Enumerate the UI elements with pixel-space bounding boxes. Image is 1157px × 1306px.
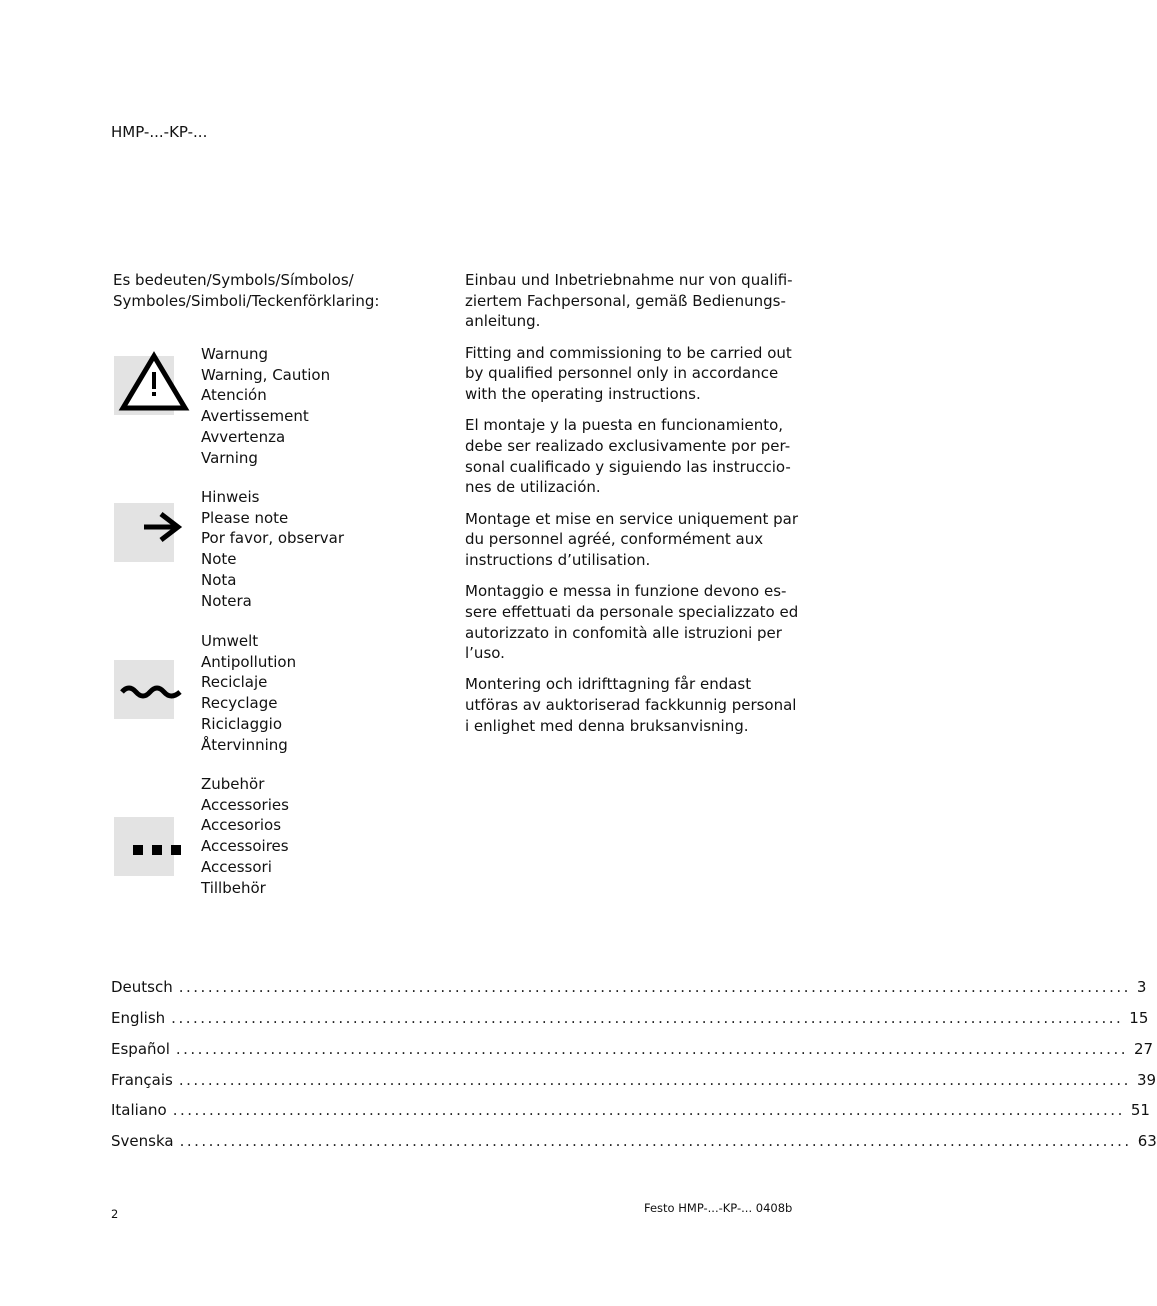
toc-language: Svenska <box>111 1132 174 1150</box>
environment-labels <box>201 631 296 755</box>
label-item: Notera <box>201 591 252 610</box>
label-item: Umwelt <box>201 632 259 650</box>
warning-icon <box>114 356 174 415</box>
toc-leader: ................................................................................................................................... <box>179 1132 1132 1150</box>
toc-entry-francais[interactable] <box>111 1071 1157 1089</box>
toc-language: Deutsch <box>111 978 173 996</box>
environment-wave-icon <box>114 660 174 719</box>
document-code: HMP-...-KP-... <box>111 123 208 141</box>
label-item: Warnung <box>201 345 269 363</box>
toc-page: 3 <box>1136 978 1147 996</box>
label-item: Tillbehör <box>201 878 266 897</box>
toc-page: 63 <box>1137 1132 1157 1150</box>
toc-leader: ................................................................................................................................... <box>178 978 1131 996</box>
label-item: Note <box>201 550 237 569</box>
footer-doc-id: Festo HMP-...-KP-... 0408b <box>644 1201 793 1215</box>
instruction-it: Montaggio e messa in funzione devono es-sere effettuati da personale specializzato ed autorizzato in confomità alle istruzioni per l’uso. <box>465 582 799 663</box>
label-item: Accessori <box>201 857 272 876</box>
toc-language: Italiano <box>111 1101 167 1119</box>
label-item: Nota <box>201 570 237 589</box>
toc-leader: ................................................................................................................................... <box>178 1071 1131 1089</box>
label-item: Warning, Caution <box>201 365 331 384</box>
label-item: Varning <box>201 448 258 467</box>
arrow-right-icon <box>114 503 174 562</box>
label-item: Por favor, observar <box>201 529 344 548</box>
instruction-es: El montaje y la puesta en funcionamiento, debe ser realizado exclusivamente por per-sonal cualificado y siguiendo las instruccio-nes de utilización. <box>465 416 791 497</box>
toc-entry-italiano[interactable] <box>111 1101 1150 1119</box>
toc-leader: ................................................................................................................................... <box>172 1101 1125 1119</box>
toc-language: Español <box>111 1040 170 1058</box>
label-item: Accesorios <box>201 816 282 835</box>
toc-page: 15 <box>1129 1009 1149 1027</box>
toc-page: 39 <box>1136 1071 1157 1089</box>
label-item: Avertissement <box>201 407 309 426</box>
label-item: Reciclaje <box>201 673 268 692</box>
toc-entry-deutsch[interactable] <box>111 978 1147 996</box>
toc-language: Français <box>111 1071 173 1089</box>
page-number: 2 <box>111 1207 119 1221</box>
label-item: Atención <box>201 386 267 405</box>
toc-leader: ................................................................................................................................... <box>171 1009 1124 1027</box>
label-item: Accessories <box>201 795 289 814</box>
accessories-dots-icon <box>114 817 174 876</box>
instruction-fr: Montage et mise en service uniquement par du personnel agréé, conformément aux instructions d’utilisation. <box>465 509 799 569</box>
toc-page: 27 <box>1133 1040 1154 1058</box>
toc-language: English <box>111 1009 166 1027</box>
toc-leader: ................................................................................................................................... <box>175 1040 1128 1058</box>
label-item: Please note <box>201 508 289 527</box>
accessories-labels <box>201 774 289 898</box>
label-item: Hinweis <box>201 488 260 506</box>
instruction-de: Einbau und Inbetriebnahme nur von qualifi-ziertem Fachpersonal, gemäß Bedienungs-anleitung. <box>465 271 793 331</box>
label-item: Accessoires <box>201 837 289 856</box>
toc-page: 51 <box>1130 1101 1150 1119</box>
toc-entry-espanol[interactable] <box>111 1040 1154 1058</box>
label-item: Riciclaggio <box>201 714 282 733</box>
label-item: Avvertenza <box>201 427 286 446</box>
instructions-column <box>465 270 800 747</box>
symbols-title-text: Es bedeuten/Symbols/Símbolos/ Symboles/Simboli/Teckenförklaring: <box>113 271 380 310</box>
label-item: Recyclage <box>201 694 278 713</box>
toc-entry-english[interactable] <box>111 1009 1149 1027</box>
symbols-title <box>113 270 433 311</box>
label-item: Återvinning <box>201 735 288 754</box>
instruction-sv: Montering och idrifttagning får endast utföras av auktoriserad fackkunnig personal i enlighet med denna bruksanvisning. <box>465 675 797 735</box>
label-item: Zubehör <box>201 775 265 793</box>
label-item: Antipollution <box>201 652 297 671</box>
toc-entry-svenska[interactable] <box>111 1132 1157 1150</box>
instruction-en: Fitting and commissioning to be carried out by qualified personnel only in accordance with the operating instructions. <box>465 343 792 404</box>
warning-labels <box>201 344 330 468</box>
note-labels <box>201 487 344 611</box>
